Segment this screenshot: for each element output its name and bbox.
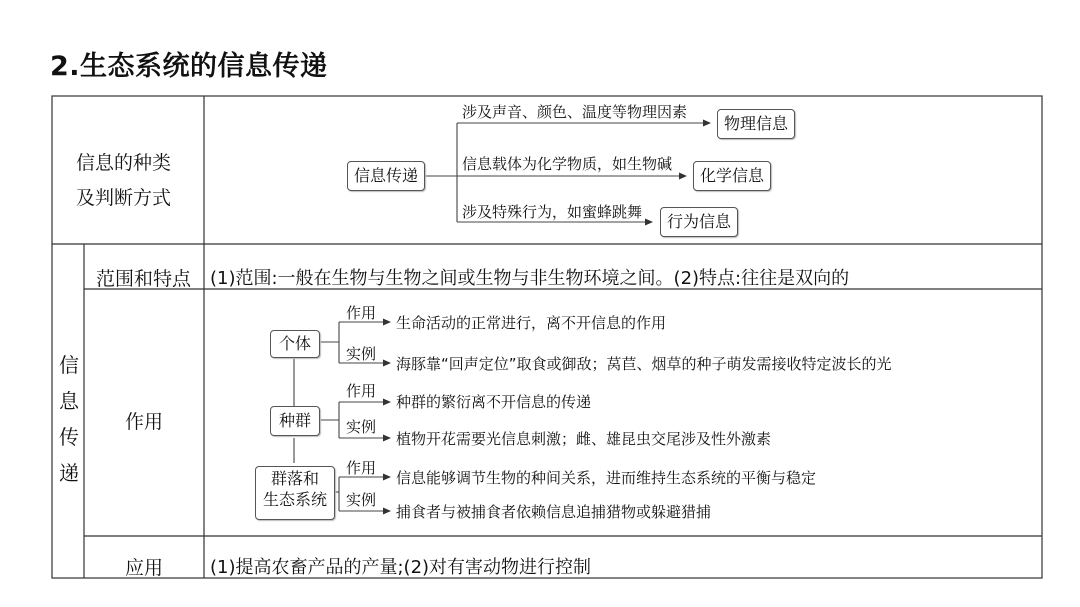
population-example: 植物开花需要光信息刺激；雌、雄昆虫交尾涉及性外激素 (396, 430, 772, 448)
side-label-char-1: 信 (59, 353, 79, 377)
function-label: 作用 (125, 411, 164, 433)
population-example-tag: 实例 (346, 418, 377, 436)
population-box: 种群 (270, 406, 320, 436)
individual-example: 海豚靠“回声定位”取食或御敌；莴苣、烟草的种子萌发需接收特定波长的光 (396, 355, 892, 373)
individual-box: 个体 (270, 330, 320, 358)
community-effect: 信息能够调节生物的种间关系，进而维持生态系统的平衡与稳定 (396, 469, 817, 487)
application-label: 应用 (125, 557, 164, 579)
chemical-desc: 信息载体为化学物质，如生物碱 (462, 155, 673, 173)
type-label-line2: 及判断方式 (76, 187, 172, 209)
individual-effect: 生命活动的正常进行，离不开信息的作用 (396, 314, 667, 332)
page-title: 2.生态系统的信息传递 (50, 51, 328, 82)
scope-text: (1)范围:一般在生物与生物之间或生物与非生物环境之间。(2)特点:往往是双向的 (210, 268, 850, 289)
individual-example-tag: 实例 (346, 345, 377, 363)
community-ecosystem-box (255, 466, 335, 520)
side-label-char-2: 息 (59, 389, 79, 413)
info-transfer-root: 信息传递 (347, 161, 425, 191)
individual-effect-tag: 作用 (346, 304, 377, 322)
community-line2: 生态系统 (262, 489, 327, 509)
behavior-info-box: 行为信息 (660, 207, 738, 237)
population-effect: 种群的繁衍离不开信息的传递 (396, 393, 592, 411)
behavior-desc: 涉及特殊行为，如蜜蜂跳舞 (462, 203, 643, 221)
community-example: 捕食者与被捕食者依赖信息追捕猎物或躲避猎捕 (396, 503, 712, 521)
community-line1: 群落和 (270, 469, 319, 488)
type-label-line1: 信息的种类 (76, 152, 172, 174)
side-label-char-3: 传 (59, 425, 79, 449)
scope-label: 范围和特点 (96, 268, 192, 290)
side-label-char-4: 递 (59, 461, 79, 485)
physical-desc: 涉及声音、颜色、温度等物理因素 (462, 103, 688, 121)
physical-info-box: 物理信息 (717, 109, 795, 139)
chemical-info-box: 化学信息 (693, 161, 771, 191)
population-effect-tag: 作用 (346, 382, 377, 400)
community-effect-tag: 作用 (346, 459, 377, 477)
community-example-tag: 实例 (346, 491, 377, 509)
application-text: (1)提高农畜产品的产量;(2)对有害动物进行控制 (210, 557, 592, 578)
